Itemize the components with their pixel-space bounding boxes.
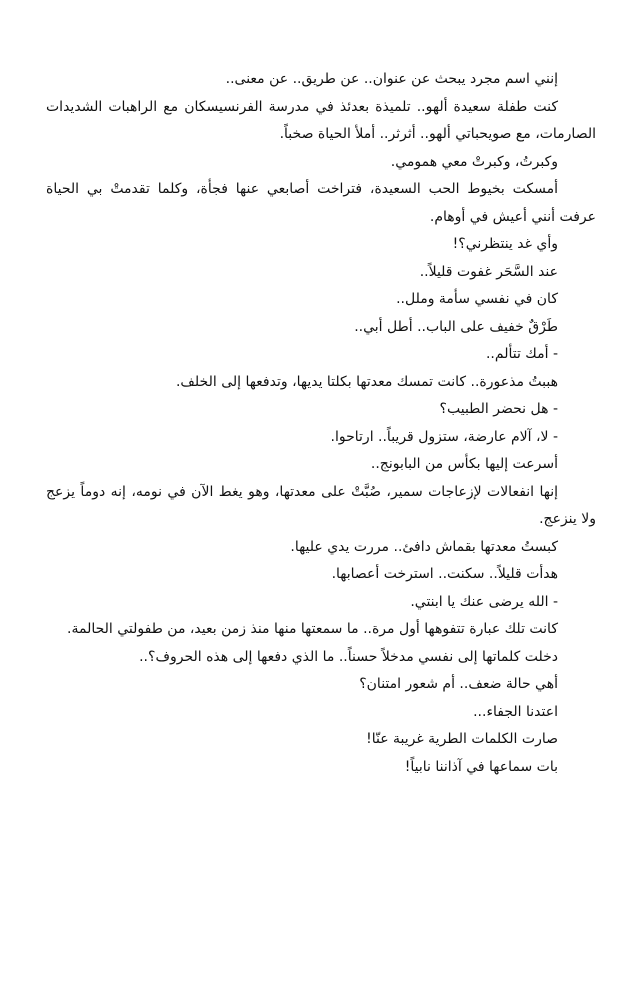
paragraph-22: صارت الكلمات الطرية غريبة عنّا! (366, 731, 558, 747)
paragraph-8: طَرْقٌ خفيف على الباب.. أطل أبي.. (354, 318, 558, 335)
paragraph-4: أمسكت بخيوط الحب السعيدة، فتراخت أصابعي عنها فجأة، وكلما تقدمتْ بي الحياة عرفت أنني أعيش في أوهام. (46, 181, 596, 225)
paragraph-13: أسرعت إليها بكأس من البابونج.. (370, 456, 558, 472)
paragraph-12: - لا، آلام عارضة، ستزول قريباً.. ارتاحوا. (330, 428, 558, 445)
paragraph-16: هدأت قليلاً.. سكنت.. استرخت أعصابها. (331, 566, 558, 582)
paragraph-10: هببتُ مذعورة.. كانت تمسك معدتها بكلتا يديها، وتدفعها إلى الخلف. (175, 373, 558, 390)
paragraph-5: وأي غد ينتظرني؟! (452, 236, 558, 252)
paragraph-18: كانت تلك عبارة تتفوهها أول مرة.. ما سمعتها منها منذ زمن بعيد، من طفولتي الحالمة. (67, 621, 558, 637)
paragraph-2: كنت طفلة سعيدة ألهو.. تلميذة بعدئذ في مدرسة الفرنسيسكان مع الراهبات الشديدات الصارمات، مع صويحباتي ألهو.. أثرثر.. أملأ الحياة صخباً. (46, 98, 596, 142)
paragraph-1: إنني اسم مجرد يبحث عن عنوان.. عن طريق.. عن معنى.. (225, 71, 558, 87)
paragraph-14: إنها انفعالات لإزعاجات سمير، صُبَّتْ على معدتها، وهو يغط الآن في نومه، إنه دوماً يزعج ولا ينزعج. (46, 483, 596, 527)
paragraph-11: - هل نحضر الطبيب؟ (439, 401, 558, 417)
paragraph-21: اعتدنا الجفاء... (473, 703, 558, 720)
paragraph-9: - أمك تتألم.. (485, 346, 558, 362)
paragraph-23: بات سماعها في آذاننا نابياً! (404, 758, 558, 775)
paragraph-17: - الله يرضى عنك يا ابنتي. (410, 593, 558, 610)
paragraph-6: عند السَّحَر غفوت قليلاً.. (419, 263, 558, 280)
paragraph-7: كان في نفسي سأمة وملل.. (396, 291, 558, 307)
paragraph-3: وكبرتُ، وكبرتْ معي همومي. (390, 153, 558, 170)
paragraph-15: كبستُ معدتها بقماش دافئ.. مررت يدي عليها. (290, 538, 558, 555)
paragraph-19: دخلت كلماتها إلى نفسي مدخلاً حسناً.. ما الذي دفعها إلى هذه الحروف؟.. (139, 648, 558, 665)
story-text (46, 66, 596, 781)
paragraph-20: أهي حالة ضعف.. أم شعور امتنان؟ (359, 676, 558, 692)
